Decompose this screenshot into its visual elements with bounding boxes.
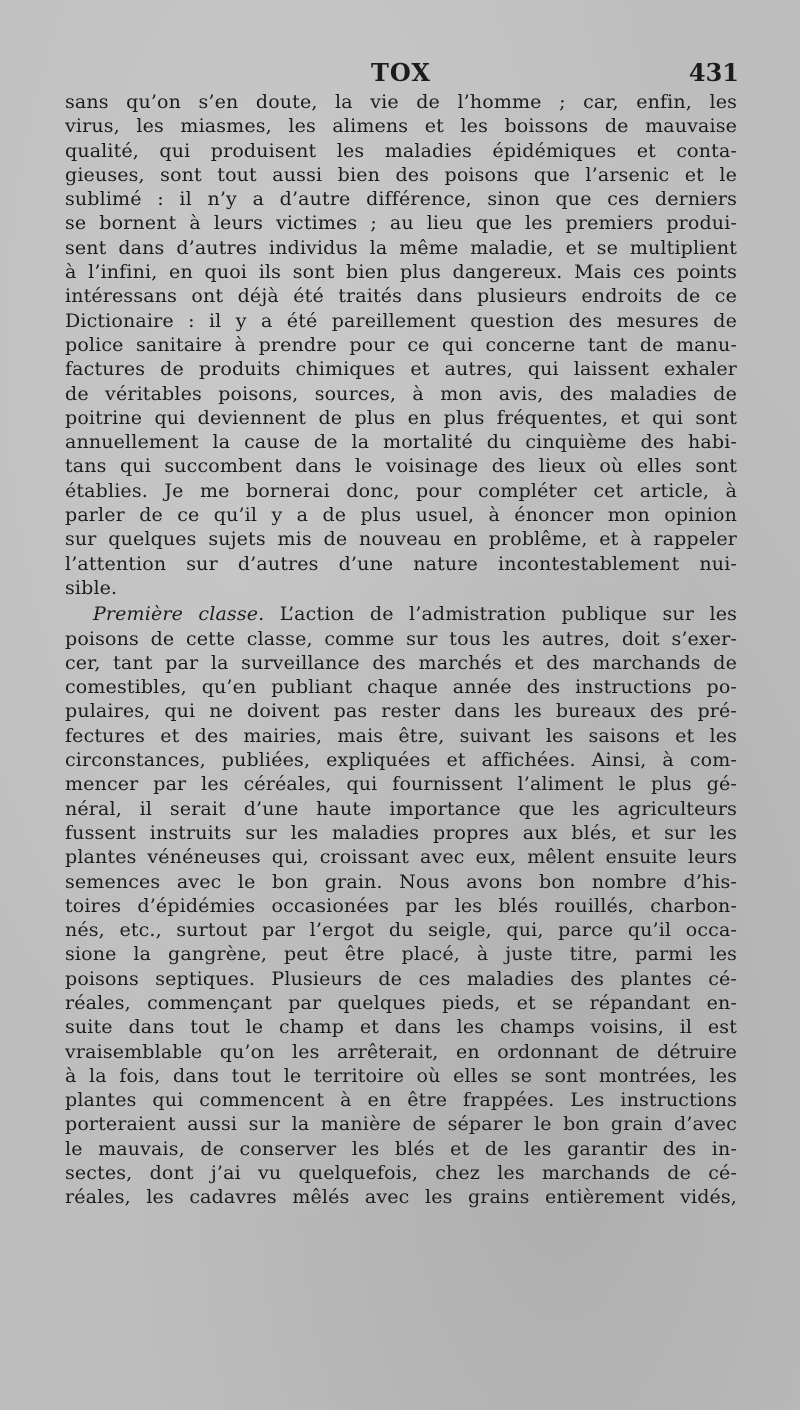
paragraph-line: vraisemblable qu’on les arrêterait, en ordonnant de détruire	[65, 1040, 737, 1063]
paragraph-line: réales, les cadavres mêlés avec les grains entièrement vidés,	[65, 1186, 737, 1209]
paragraph-line: comestibles, qu’en publiant chaque année des instructions po-	[65, 676, 737, 699]
paragraph-line: nés, etc., surtout par l’ergot du seigle, qui, parce qu’il occa-	[65, 919, 737, 942]
paragraph-line: sectes, dont j’ai vu quelquefois, chez les marchands de cé-	[65, 1162, 737, 1185]
paragraph-line: sur quelques sujets mis de nouveau en problême, et à rappeler	[65, 528, 737, 551]
body-text	[65, 90, 737, 1210]
paragraph-line: Dictionaire : il y a été pareillement question des mesures de	[65, 309, 737, 332]
paragraph-line: à la fois, dans tout le territoire où elles se sont montrées, les	[65, 1064, 737, 1087]
line-text: L’action de l’admistration publique sur les	[264, 603, 737, 626]
paragraph-line: poitrine qui deviennent de plus en plus fréquentes, et qui sont	[65, 406, 737, 429]
paragraph-line: parler de ce qu’il y a de plus usuel, à énoncer mon opinion	[65, 504, 737, 527]
paragraph-line: sible.	[65, 576, 118, 599]
paragraph-line: de véritables poisons, sources, à mon avis, des maladies de	[65, 382, 737, 405]
paragraph-line: établies. Je me bornerai donc, pour compléter cet article, à	[65, 479, 737, 502]
paragraph-line: mencer par les céréales, qui fournissent l’aliment le plus gé-	[65, 773, 737, 796]
paragraph-line: plantes qui commencent à en être frappées. Les instructions	[65, 1089, 737, 1112]
paragraph-line: sans qu’on s’en doute, la vie de l’homme ; car, enfin, les	[65, 91, 737, 113]
paragraph-line: fectures et des mairies, mais être, suivant les saisons et les	[65, 724, 737, 747]
paragraph-1	[65, 90, 737, 600]
paragraph-line: circonstances, publiées, expliquées et affichées. Ainsi, à com-	[65, 749, 737, 772]
paragraph-2	[65, 602, 737, 1209]
paragraph-line: toires d’épidémies occasionées par les blés rouillés, charbon-	[65, 894, 737, 917]
paragraph-line: police sanitaire à prendre pour ce qui concerne tant de manu-	[65, 333, 737, 356]
paragraph-line	[65, 602, 737, 626]
paragraph-line: à l’infini, en quoi ils sont bien plus dangereux. Mais ces points	[65, 261, 737, 284]
paragraph-line: sione la gangrène, peut être placé, à juste titre, parmi les	[65, 943, 737, 966]
paragraph-line: pulaires, qui ne doivent pas rester dans les bureaux des pré-	[65, 700, 737, 723]
paragraph-line: sent dans d’autres individus la même maladie, et se multiplient	[65, 236, 737, 259]
paragraph-line: se bornent à leurs victimes ; au lieu que les premiers produi-	[65, 212, 737, 235]
paragraph-line: gieuses, sont tout aussi bien des poisons que l’arsenic et le	[65, 163, 737, 186]
paragraph-line: réales, commençant par quelques pieds, et se répandant en-	[65, 991, 737, 1014]
paragraph-line: sublimé : il n’y a d’autre différence, sinon que ces derniers	[65, 188, 737, 211]
section-heading: Première classe.	[93, 603, 265, 626]
paragraph-line: annuellement la cause de la mortalité du cinquième des habi-	[65, 431, 737, 454]
paragraph-line: porteraient aussi sur la manière de séparer le bon grain d’avec	[65, 1113, 737, 1136]
paragraph-line: qualité, qui produisent les maladies épidémiques et conta-	[65, 139, 737, 162]
paragraph-line: néral, il serait d’une haute importance que les agriculteurs	[65, 797, 737, 820]
running-head: TOX	[371, 58, 431, 87]
paragraph-line: tans qui succombent dans le voisinage des lieux où elles sont	[65, 455, 737, 478]
paragraph-line: virus, les miasmes, les alimens et les boissons de mauvaise	[65, 115, 737, 138]
paragraph-line: poisons de cette classe, comme sur tous les autres, doit s’exer-	[65, 627, 737, 650]
paragraph-line: le mauvais, de conserver les blés et de les garantir des in-	[65, 1137, 737, 1160]
paragraph-line: cer, tant par la surveillance des marchés et des marchands de	[65, 651, 737, 674]
paragraph-line: poisons septiques. Plusieurs de ces maladies des plantes cé-	[65, 967, 737, 990]
page-number: 431	[688, 58, 739, 87]
paragraph-line: suite dans tout le champ et dans les champs voisins, il est	[65, 1016, 737, 1039]
paragraph-line: semences avec le bon grain. Nous avons bon nombre d’his-	[65, 870, 737, 893]
paragraph-line: l’attention sur d’autres d’une nature incontestablement nui-	[65, 552, 737, 575]
page-header	[65, 58, 737, 90]
paragraph-line: intéressans ont déjà été traités dans plusieurs endroits de ce	[65, 285, 737, 308]
paragraph-line: factures de produits chimiques et autres, qui laissent exhaler	[65, 358, 737, 381]
paragraph-line: fussent instruits sur les maladies propres aux blés, et sur les	[65, 821, 737, 844]
paragraph-line: plantes vénéneuses qui, croissant avec eux, mêlent ensuite leurs	[65, 846, 737, 869]
